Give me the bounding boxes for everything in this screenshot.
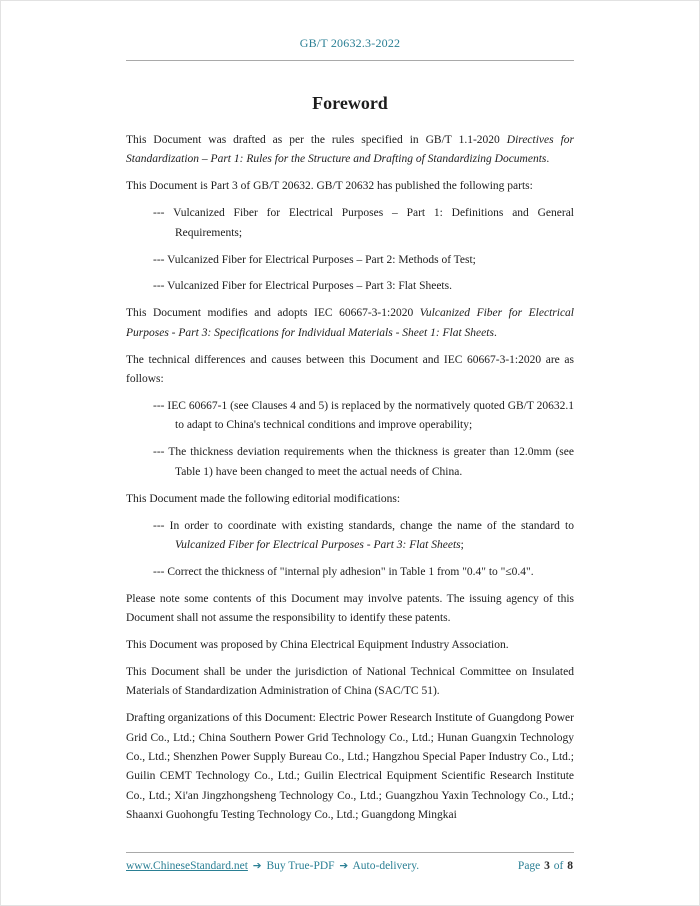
list-item — [153, 397, 574, 436]
text-segment: . — [546, 153, 550, 166]
paragraph — [126, 490, 574, 509]
text-segment: --- In order to coordinate with existing standards, change the name of the standard to — [153, 519, 574, 532]
paragraph — [126, 304, 574, 343]
document-body — [126, 131, 574, 833]
text-segment: --- The thickness deviation requirements when the thickness is greater than 12.0mm (see Table 1) have been changed to meet the actual needs of China. — [153, 446, 574, 478]
text-segment: This Document made the following editorial modifications: — [126, 492, 401, 505]
text-segment: Please note some contents of this Document may involve patents. The issuing agency of this Document shall not assume the responsibility to identify these patents. — [126, 592, 574, 625]
text-segment: --- IEC 60667-1 (see Clauses 4 and 5) is replaced by the normatively quoted GB/T 20632.1 to adapt to China's technical conditions and improve operability; — [153, 399, 574, 432]
text-segment: Drafting organizations of this Document: Electric Power Research Institute of Guangdong Power Grid Co., Ltd.; China Southern Power Grid Technology Co., Ltd.; Hunan Guangxin Technology Co., Ltd.; Shenzhen Power Supply Bureau Co., Ltd.; Hangzhou Special Paper Industry Co., Ltd.; Guilin CEMT Technology Co., Ltd.; Guilin Electrical Equipment Scientific Research Institute Co., Ltd.; Xi'an Jingzhongsheng Technology Co., Ltd.; Guangzhou Yaxin Technology Co., Ltd.; Shaanxi Guohongfu Testing Technology Co., Ltd.; Guangdong Mingkai — [126, 712, 574, 822]
text-segment: --- Vulcanized Fiber for Electrical Purposes – Part 3: Flat Sheets. — [153, 280, 452, 293]
text-segment: ; — [460, 538, 464, 551]
paragraph — [126, 351, 574, 390]
list-item — [153, 517, 574, 556]
page-number: 3 — [544, 860, 550, 872]
paragraph — [126, 709, 574, 825]
italic-text-segment: Directives for Standardization – Part 1: Rules for the Structure and Drafting of Standardizing Documents — [126, 134, 574, 166]
page-header — [126, 1, 574, 61]
document-number: GB/T 20632.3-2022 — [299, 36, 401, 50]
page-indicator — [518, 860, 574, 872]
list-item — [153, 563, 574, 582]
text-segment: This Document is Part 3 of GB/T 20632. GB/T 20632 has published the following parts: — [126, 180, 533, 193]
list-item — [153, 251, 574, 270]
footer-promo — [126, 860, 419, 872]
arrow-icon: ➔ — [252, 860, 262, 872]
text-segment: This Document was drafted as per the rules specified in GB/T 1.1-2020 — [126, 134, 507, 146]
text-segment: --- Correct the thickness of "internal ply adhesion" in Table 1 from "0.4" to "≤0.4". — [153, 565, 534, 578]
paragraph — [126, 636, 574, 655]
of-label: of — [553, 860, 564, 872]
page-title: Foreword — [312, 93, 388, 113]
text-segment: --- Vulcanized Fiber for Electrical Purposes – Part 2: Methods of Test; — [153, 253, 476, 266]
paragraph — [126, 590, 574, 629]
buy-true-pdf-label: Buy True-PDF — [266, 860, 335, 872]
text-segment: . — [493, 326, 497, 339]
paragraph — [126, 177, 574, 196]
text-segment: This Document was proposed by China Electrical Equipment Industry Association. — [126, 639, 509, 652]
text-segment: --- Vulcanized Fiber for Electrical Purposes – Part 1: Definitions and General Requirements; — [153, 207, 574, 239]
footer-divider — [126, 852, 574, 853]
paragraph — [126, 131, 574, 170]
page-total: 8 — [567, 860, 573, 872]
text-segment: This Document shall be under the jurisdiction of National Technical Committee on Insulated Materials of Standardization Administration of China (SAC/TC 51). — [126, 665, 574, 698]
header-divider — [126, 60, 574, 61]
list-item — [153, 204, 574, 243]
text-segment: The technical differences and causes between this Document and IEC 60667-3-1:2020 are as follows: — [126, 353, 574, 386]
auto-delivery-label: Auto-delivery. — [352, 860, 420, 872]
list-item — [153, 277, 574, 296]
paragraph — [126, 663, 574, 702]
website-link[interactable]: www.ChineseStandard.net — [126, 860, 248, 872]
text-segment: This Document modifies and adopts IEC 60667-3-1:2020 — [126, 307, 420, 320]
list-item — [153, 443, 574, 482]
page-label: Page — [517, 860, 541, 872]
arrow-icon: ➔ — [339, 860, 349, 872]
page-footer — [126, 852, 574, 872]
italic-text-segment: Vulcanized Fiber for Electrical Purposes - Part 3: Flat Sheets — [175, 538, 461, 551]
italic-text-segment: Vulcanized Fiber for Electrical Purposes - Part 3: Specifications for Individual Materials - Sheet 1: Flat Sheets — [126, 307, 574, 339]
footer-row — [126, 860, 574, 872]
